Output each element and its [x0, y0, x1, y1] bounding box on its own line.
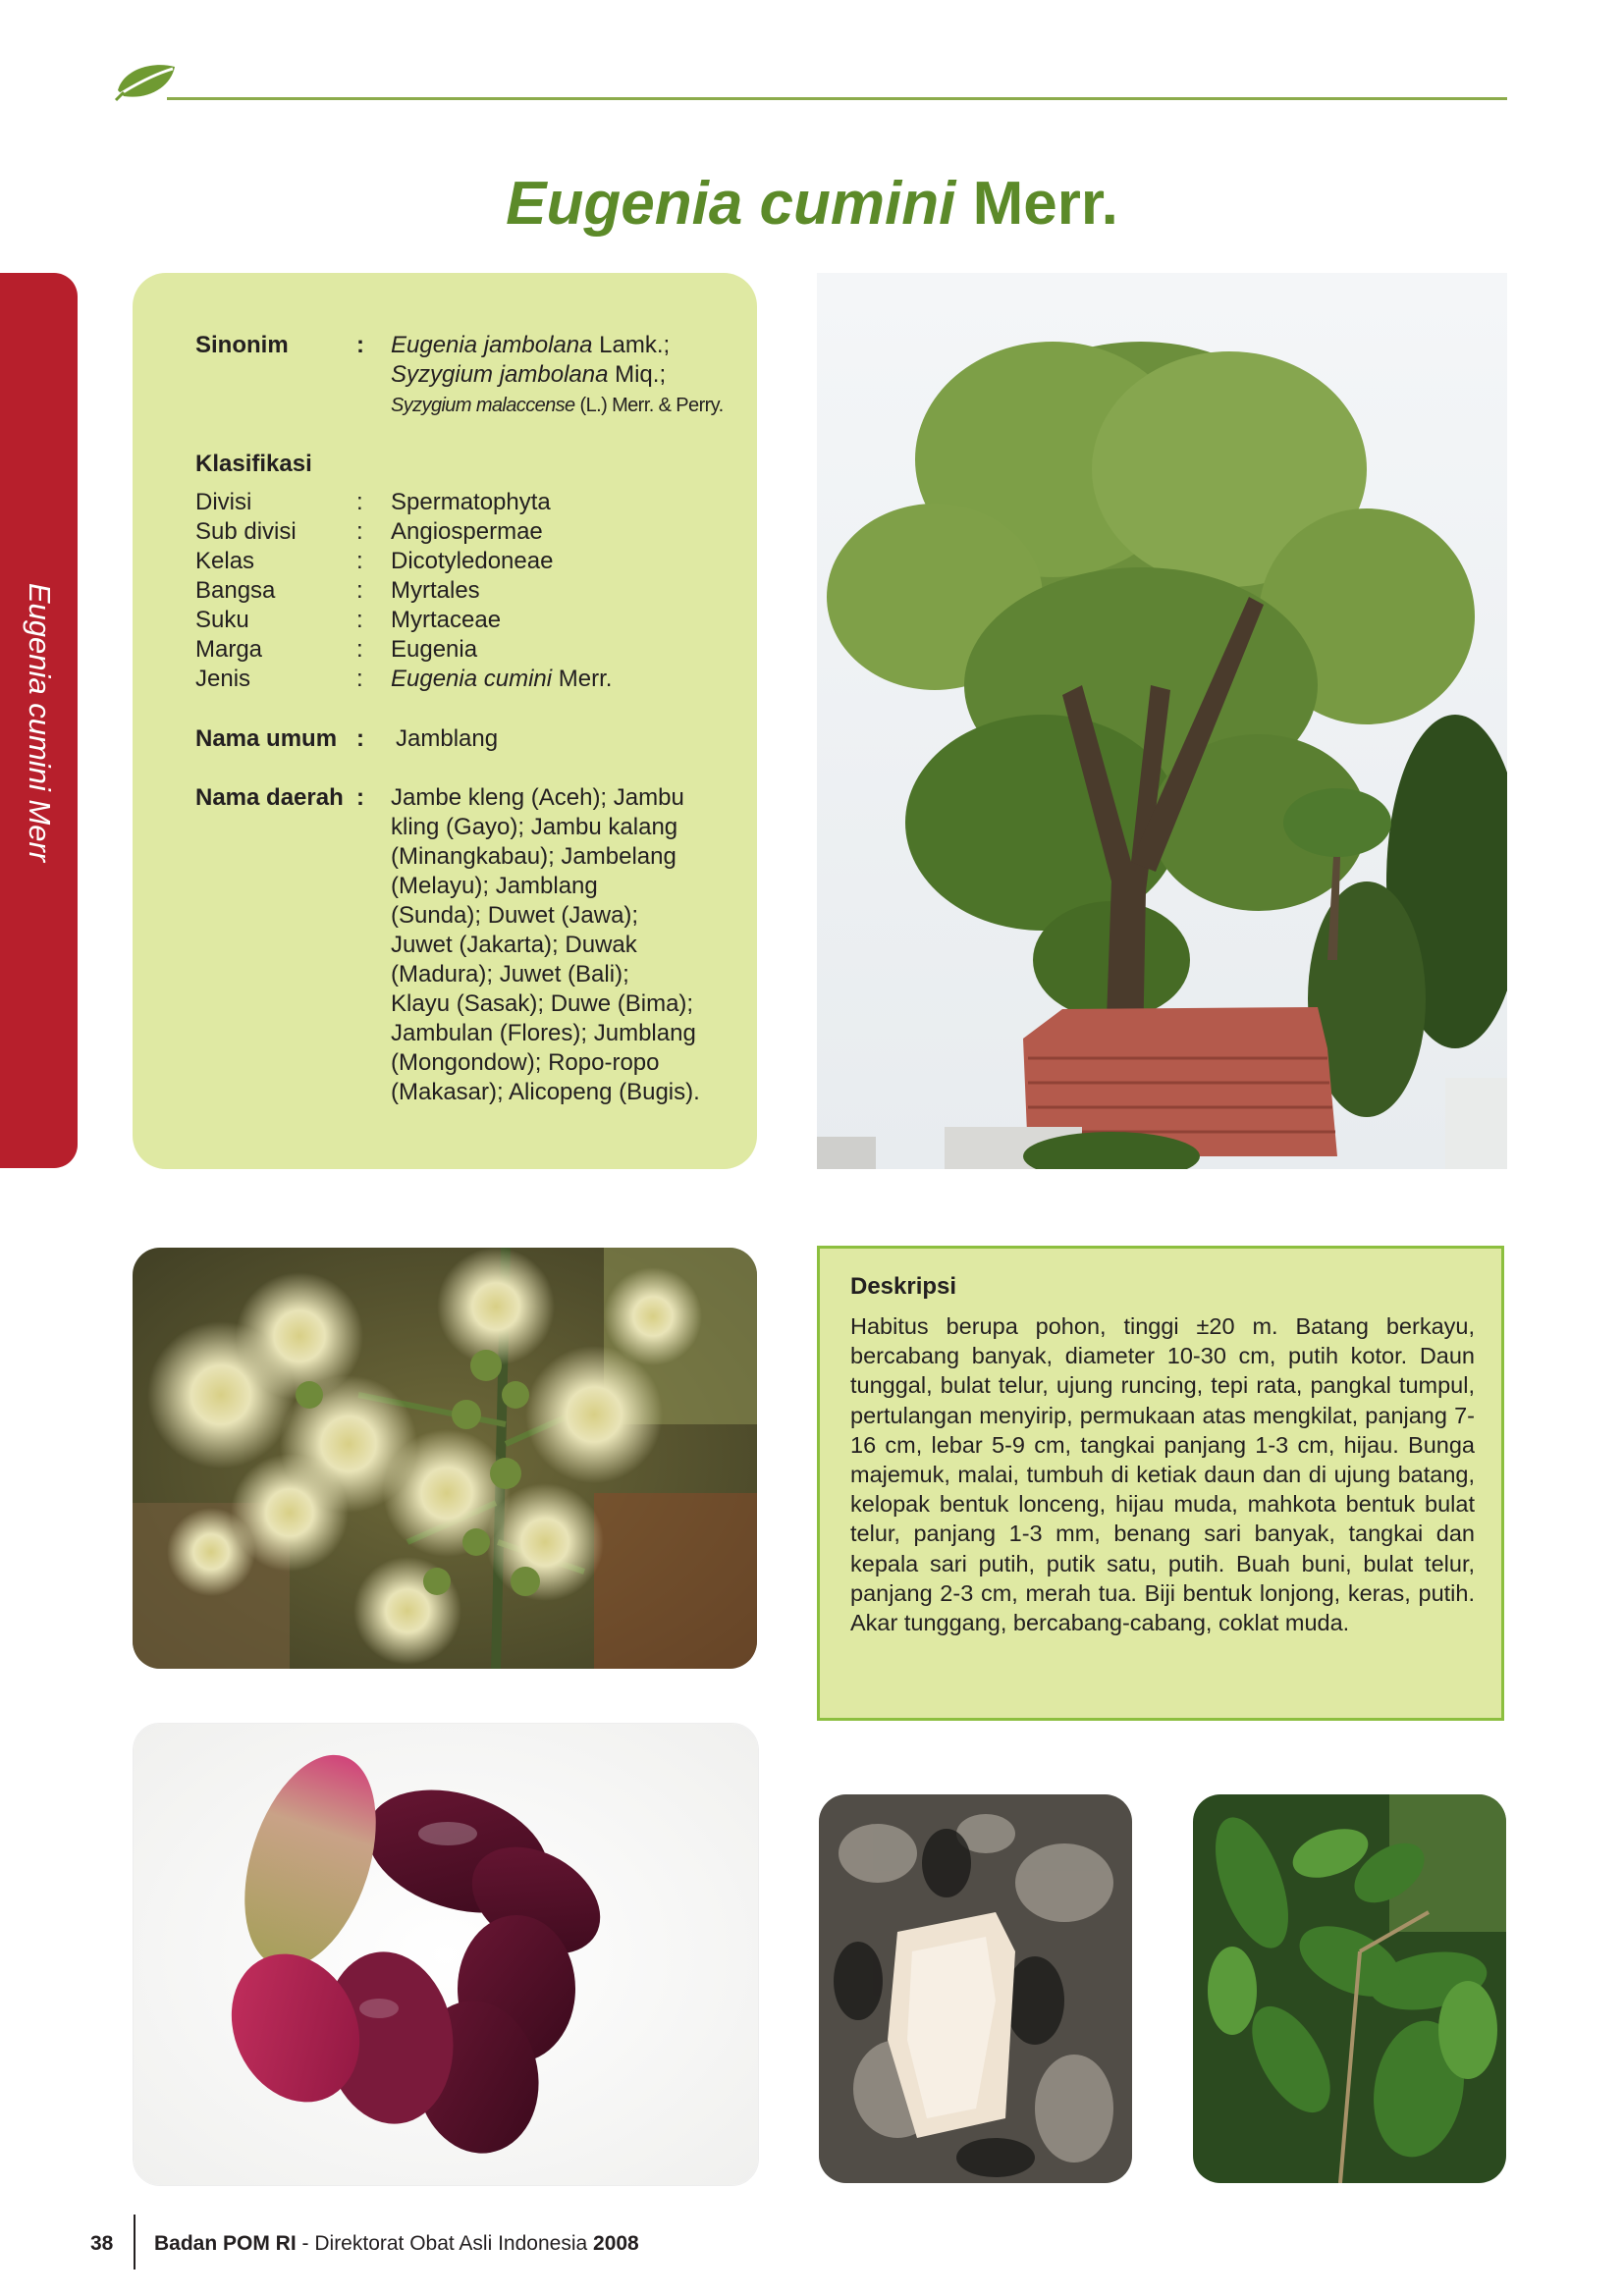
nama-daerah-line: Klayu (Sasak); Duwe (Bima); — [391, 990, 694, 1017]
klasifikasi-label: Suku — [195, 607, 249, 633]
nama-daerah-line: (Makasar); Alicopeng (Bugis). — [391, 1079, 700, 1105]
fruits-photo — [133, 1723, 759, 2186]
flowers-photo — [133, 1248, 757, 1669]
sinonim-line: Syzygium malaccense (L.) Merr. & Perry. — [391, 395, 724, 416]
page-title — [0, 169, 1624, 239]
klasifikasi-colon: : — [356, 666, 363, 692]
nama-daerah-line: (Melayu); Jamblang — [391, 873, 598, 899]
klasifikasi-heading: Klasifikasi — [195, 451, 312, 477]
nama-daerah-label: Nama daerah — [195, 784, 344, 811]
footer-divider — [134, 2215, 135, 2269]
title-author: Merr. — [972, 170, 1118, 238]
klasifikasi-value: Eugenia — [391, 636, 478, 663]
klasifikasi-colon: : — [356, 548, 363, 574]
klasifikasi-label: Kelas — [195, 548, 255, 574]
footer-text: Badan POM RI - Direktorat Obat Asli Indonesia 2008 — [154, 2232, 639, 2255]
bark-photo — [819, 1794, 1132, 2183]
nama-daerah-line: Jambulan (Flores); Jumblang — [391, 1020, 696, 1046]
klasifikasi-value: Myrtales — [391, 577, 480, 604]
klasifikasi-colon: : — [356, 577, 363, 604]
klasifikasi-value: Eugenia cumini Merr. — [391, 666, 613, 692]
klasifikasi-label: Jenis — [195, 666, 251, 692]
klasifikasi-value: Angiospermae — [391, 518, 543, 545]
klasifikasi-label: Marga — [195, 636, 263, 663]
header-rule — [167, 97, 1507, 100]
nama-daerah-line: (Minangkabau); Jambelang — [391, 843, 677, 870]
nama-daerah-line: (Madura); Juwet (Bali); — [391, 961, 629, 988]
nama-daerah-line: Juwet (Jakarta); Duwak — [391, 932, 637, 958]
nama-daerah-line: (Mongondow); Ropo-ropo — [391, 1049, 660, 1076]
title-species: Eugenia cumini — [506, 170, 956, 238]
sinonim-line: Eugenia jambolana Lamk.; — [391, 332, 671, 358]
klasifikasi-colon: : — [356, 607, 363, 633]
leaves-photo — [1193, 1794, 1506, 2183]
klasifikasi-label: Sub divisi — [195, 518, 297, 545]
description-title: Deskripsi — [850, 1273, 957, 1300]
nama-umum-value: Jamblang — [396, 725, 499, 752]
nama-umum-label: Nama umum — [195, 725, 338, 752]
nama-daerah-line: (Sunda); Duwet (Jawa); — [391, 902, 639, 929]
sinonim-colon: : — [356, 332, 364, 358]
side-tab-label: Eugenia cumini Merr — [23, 582, 57, 863]
nama-daerah-line: Jambe kleng (Aceh); Jambu — [391, 784, 684, 811]
klasifikasi-value: Spermatophyta — [391, 489, 551, 515]
nama-daerah-line: kling (Gayo); Jambu kalang — [391, 814, 678, 840]
klasifikasi-label: Divisi — [195, 489, 252, 515]
klasifikasi-colon: : — [356, 489, 363, 515]
klasifikasi-colon: : — [356, 518, 363, 545]
sinonim-label: Sinonim — [195, 332, 289, 358]
klasifikasi-label: Bangsa — [195, 577, 276, 604]
description-text: Habitus berupa pohon, tinggi ±20 m. Batang berkayu, bercabang banyak, diameter 10-30 cm, putih kotor. Daun tunggal, bulat telur, ujung runcing, tepi rata, pangkal tumpul, pertulangan menyirip, permukaan atas mengkilat, panjang 7-16 cm, lebar 5-9 cm, tangkai panjang 1-3 cm, hijau. Bunga majemuk, malai, tumbuh di ketiak daun dan di ujung batang, kelopak bentuk lonceng, hijau muda, mahkota bentuk bulat telur, panjang 1-3 mm, benang sari banyak, tangkai dan kepala sari putih, putik satu, putih. Buah buni, bulat telur, panjang 2-3 cm, merah tua. Biji bentuk lonjong, keras, putih. Akar tunggang, bercabang-cabang, coklat muda. — [850, 1313, 1475, 1636]
sinonim-line: Syzygium jambolana Miq.; — [391, 361, 667, 388]
nama-daerah-colon: : — [356, 784, 364, 811]
klasifikasi-value: Dicotyledoneae — [391, 548, 554, 574]
klasifikasi-colon: : — [356, 636, 363, 663]
page-number: 38 — [90, 2232, 114, 2255]
leaf-icon — [114, 61, 181, 102]
klasifikasi-value: Myrtaceae — [391, 607, 502, 633]
tree-photo — [817, 273, 1507, 1169]
nama-umum-colon: : — [356, 725, 364, 752]
